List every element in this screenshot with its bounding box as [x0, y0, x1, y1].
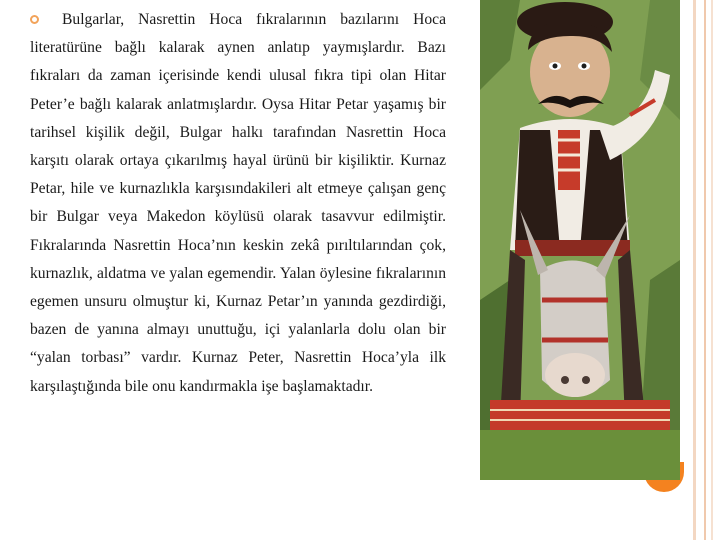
painting-illustration [480, 0, 680, 480]
border-line [704, 0, 706, 540]
border-line [711, 0, 713, 540]
border-line [693, 0, 696, 540]
paragraph-text: Bulgarlar, Nasrettin Hoca fıkralarının bazılarını Hoca literatürüne bağlı kalarak aynen anlatıp yaymışlardır. Bazı fıkraları da zaman içerisinde kendi ulusal fıkra tipi olan Hitar Peter’e bağlı kalarak anlatmışlardır. Oysa Hitar Petar yaşamış bir tarihsel kişilik değil, Bulgar halkı tarafından Nasrettin Hoca karşıtı olarak ortaya çıkarılmış hayal ürünü bir kişiliktir. Kurnaz Petar, hile ve kurnazlıkla karşısındakileri alt etmeye çalışan genç bir Bulgar veya Makedon köylüsü olarak tasavvur edilmiştir. Fıkralarında Nasrettin Hoca’nın keskin zekâ pırıltılarından çok, kurnazlık, aldatma ve yalan egemendir. Yalan öylesine fıkralarının egemen unsuru olmuştur ki, Kurnaz Petar’ın yanında gezdirdiği, bazen de yanına almayı unuttuğu, içi yalanlarla dolu olan bir “yalan torbası” vardır. Kurnaz Peter, Nasrettin Hoca’yla ilk karşılaştığında bile onu kandırmakla işe başlamaktadır. [30, 11, 446, 395]
body-text-block [30, 6, 446, 401]
folk-painting-image [480, 0, 680, 480]
